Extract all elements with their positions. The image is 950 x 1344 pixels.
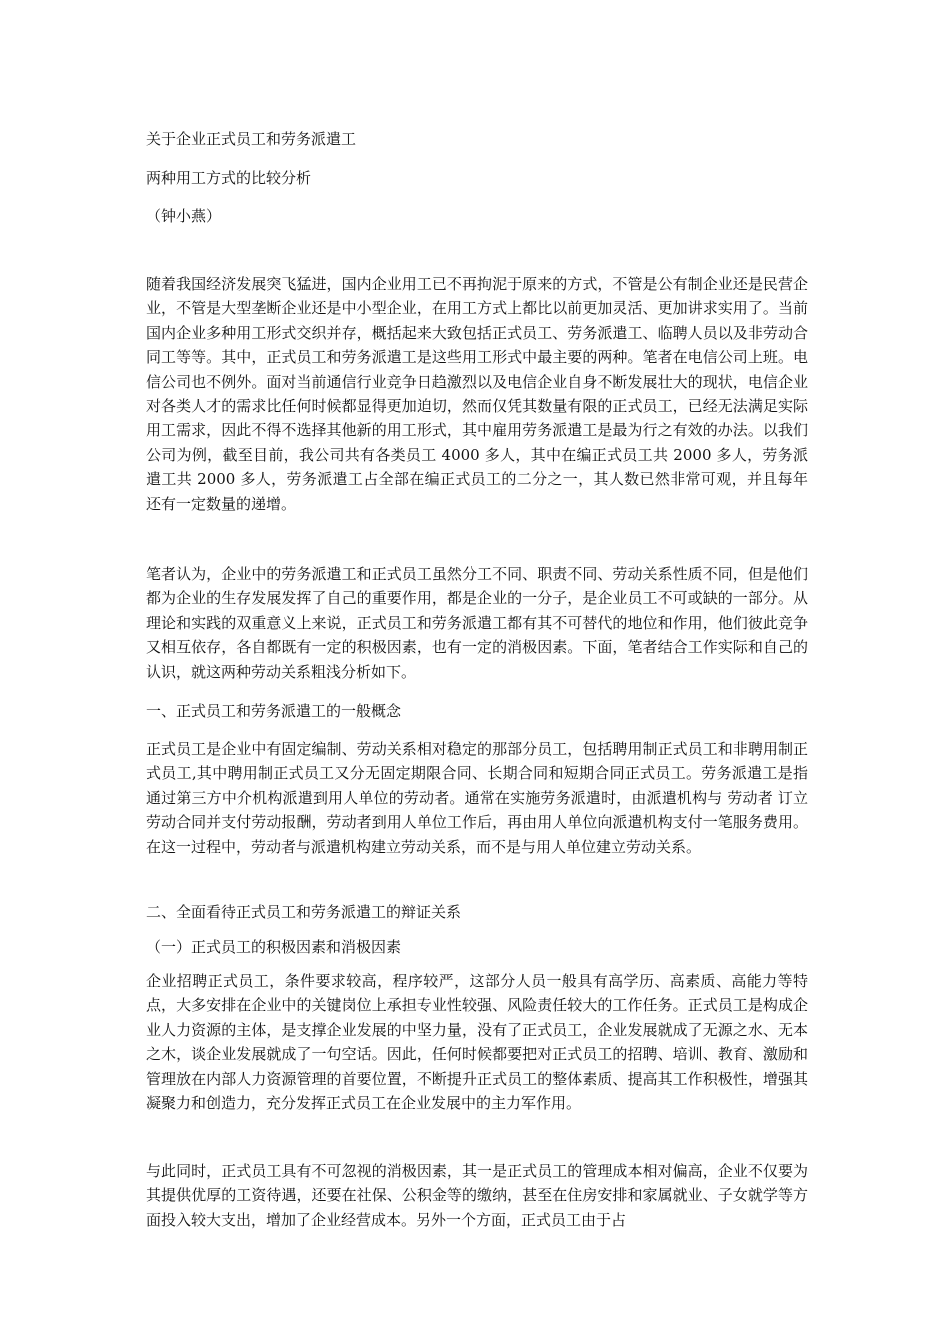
paragraph-regular-staff: 企业招聘正式员工，条件要求较高，程序较严，这部分人员一般具有高学历、高素质、高能力等特点，大多安排在企业中的关键岗位上承担专业性较强、风险责任较大的工作任务。正式员工是构成企业人力资源的主体，是支撑企业发展的中坚力量，没有了正式员工，企业发展就成了无源之水、无本之木，谈企业发展就成了一句空话。因此，任何时候都要把对正式员工的招聘、培训、教育、激励和管理放在内部人力资源管理的首要位置，不断提升正式员工的整体素质、提高其工作积极性，增强其凝聚力和创造力，充分发挥正式员工在企业发展中的主力军作用。: [146, 972, 808, 1113]
subsection-heading-1: （一）正式员工的积极因素和消极因素: [146, 938, 402, 956]
section-heading-2: 二、全面看待正式员工和劳务派遣工的辩证关系: [146, 903, 462, 921]
paragraph-intro: 随着我国经济发展突飞猛进，国内企业用工已不再拘泥于原来的方式，不管是公有制企业还是民营企业，不管是大型垄断企业还是中小型企业，在用工方式上都比以前更加灵活、更加讲求实用了。当前国内企业多种用工形式交织并存，概括起来大致包括正式员工、劳务派遣工、临聘人员以及非劳动合同工等等。其中，正式员工和劳务派遣工是这些用工形式中最主要的两种。笔者在电信公司上班。电信公司也不例外。面对当前通信行业竞争日趋激烈以及电信企业自身不断发展壮大的现状，电信企业对各类人才的需求比任何时候都显得更加迫切，然而仅凭其数量有限的正式员工，已经无法满足实际用工需求，因此不得不选择其他新的用工形式，其中雇用劳务派遣工是最为行之有效的办法。以我们公司为例，截至目前，我公司共有各类员工 4000 多人，其中在编正式员工共 2000 多人，劳务派遣工共 2000 多人，劳务派遣工占全部在编正式员工的二分之一，其人数已然非常可观，并且每年还有一定数量的递增。: [146, 275, 808, 513]
paragraph-concepts: 正式员工是企业中有固定编制、劳动关系相对稳定的那部分员工，包括聘用制正式员工和非聘用制正式员工,其中聘用制正式员工又分无固定期限合同、长期合同和短期合同正式员工。劳务派遣工是指通过第三方中介机构派遣到用人单位的劳动者。通常在实施劳务派遣时，由派遣机构与 劳动者 订立劳动合同并支付劳动报酬，劳动者到用人单位工作后，再由用人单位向派遣机构支付一笔服务费用。在这一过程中，劳动者与派遣机构建立劳动关系，而不是与用人单位建立劳动关系。: [146, 740, 808, 856]
section-heading-1: 一、正式员工和劳务派遣工的一般概念: [146, 702, 402, 720]
title-line-1: 关于企业正式员工和劳务派遣工: [146, 130, 357, 148]
paragraph-negative-factors: 与此同时，正式员工具有不可忽视的消极因素，其一是正式员工的管理成本相对偏高，企业不仅要为其提供优厚的工资待遇，还要在社保、公积金等的缴纳，甚至在住房安排和家属就业、子女就学等方面投入较大支出，增加了企业经营成本。另外一个方面，正式员工由于占: [146, 1162, 808, 1229]
title-line-2: 两种用工方式的比较分析: [146, 169, 312, 187]
paragraph-opinion: 笔者认为，企业中的劳务派遣工和正式员工虽然分工不同、职责不同、劳动关系性质不同，但是他们都为企业的生存发展发挥了自己的重要作用，都是企业的一分子，是企业员工不可或缺的一部分。从理论和实践的双重意义上来说，正式员工和劳务派遣工都有其不可替代的地位和作用，他们彼此竞争又相互依存，各自都既有一定的积极因素，也有一定的消极因素。下面，笔者结合工作实际和自己的认识，就这两种劳动关系粗浅分析如下。: [146, 565, 808, 681]
author: （钟小燕）: [146, 207, 222, 225]
